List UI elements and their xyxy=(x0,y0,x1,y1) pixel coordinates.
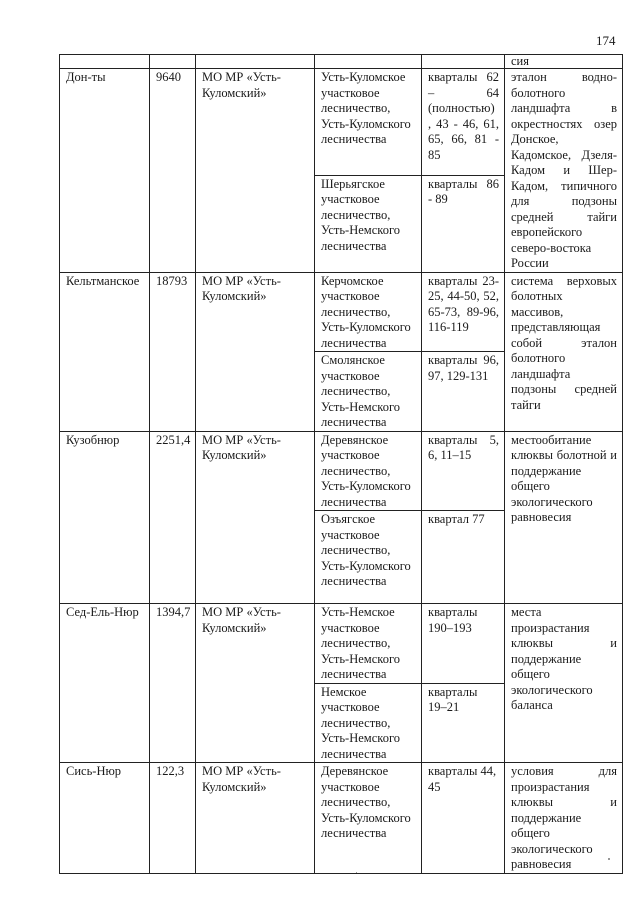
reserve-area: 2251,4 xyxy=(150,431,196,604)
forestry-unit: Шерьягское участковое лесничество, Усть-Немского лесничества xyxy=(315,175,422,272)
cont-cell-municipality xyxy=(196,55,315,69)
forestry-unit: Усть-Немское участковое лесничество, Усть-Немского лесничества xyxy=(315,604,422,684)
cont-cell-forestry xyxy=(315,55,422,69)
reserves-table xyxy=(59,54,623,874)
forestry-quarters: кварталы 96, 97, 129-131 xyxy=(422,352,505,432)
reserve-municipality: МО МР «Усть-Куломский» xyxy=(196,69,315,273)
forestry-unit: Деревянское участковое лесничество, Усть-Куломского лесничества xyxy=(315,431,422,511)
table-row xyxy=(60,763,623,874)
table-row xyxy=(60,431,623,511)
reserve-purpose: местообитание клюквы болотной и поддержание общего экологического равновесия xyxy=(505,431,623,604)
reserve-name: Кузобнюр xyxy=(60,431,150,604)
reserve-purpose: эталон водно-болотного ландшафта в окрестностях озер Донское, Кадомское, Дзеля-Кадом и Шер-Кадом, типичного для подзоны средней тайги европейского северо-востока России xyxy=(505,69,623,273)
reserve-municipality: МО МР «Усть-Куломский» xyxy=(196,763,315,874)
reserve-purpose: система верховых болотных массивов, представляющая собой эталон болотного ландшафта подзоны средней тайги xyxy=(505,272,623,431)
page-number: 174 xyxy=(596,33,616,48)
purpose-continuation: сия xyxy=(511,54,529,68)
reserve-municipality: МО МР «Усть-Куломский» xyxy=(196,604,315,763)
cont-cell-purpose xyxy=(505,55,623,69)
reserve-name: Дон-ты xyxy=(60,69,150,273)
reserve-area: 18793 xyxy=(150,272,196,431)
forestry-unit: Смолянское участковое лесничество, Усть-Немского лесничества xyxy=(315,352,422,432)
reserve-name: Сед-Ель-Нюр xyxy=(60,604,150,763)
scan-speck xyxy=(608,858,610,860)
forestry-unit: Немское участковое лесничество, Усть-Немского лесничества xyxy=(315,683,422,763)
reserve-municipality: МО МР «Усть-Куломский» xyxy=(196,431,315,604)
forestry-quarters: кварталы 23-25, 44-50, 52, 65-73, 89-96, 116-119 xyxy=(422,272,505,352)
reserve-area: 122,3 xyxy=(150,763,196,874)
forestry-quarters: квартал 77 xyxy=(422,511,505,604)
cont-cell-quarters xyxy=(422,55,505,69)
table-row xyxy=(60,69,623,176)
reserve-municipality: МО МР «Усть-Куломский» xyxy=(196,272,315,431)
forestry-unit: Деревянское участковое лесничество, Усть-Куломского лесничества xyxy=(315,763,422,874)
forestry-quarters: кварталы 44, 45 xyxy=(422,763,505,874)
forestry-quarters: кварталы 5, 6, 11–15 xyxy=(422,431,505,511)
reserve-purpose: условия для произрастания клюквы и поддержание общего экологического равновесия xyxy=(505,763,623,874)
forestry-quarters: кварталы 62 – 64 (полностью) , 43 - 46, 61, 65, 66, 81 - 85 xyxy=(422,69,505,176)
reserve-name: Кельтманское xyxy=(60,272,150,431)
table-row xyxy=(60,272,623,352)
forestry-unit: Керчомское участковое лесничество, Усть-Куломского лесничества xyxy=(315,272,422,352)
reserve-purpose: места произрастания клюквы и поддержание общего экологического баланса xyxy=(505,604,623,763)
forestry-unit: Усть-Куломское участковое лесничество, Усть-Куломского лесничества xyxy=(315,69,422,176)
reserve-area: 9640 xyxy=(150,69,196,273)
scan-speck xyxy=(356,872,357,873)
forestry-unit: Озъягское участковое лесничество, Усть-Куломского лесничества xyxy=(315,511,422,604)
table-row xyxy=(60,604,623,684)
forestry-quarters: кварталы 19–21 xyxy=(422,683,505,763)
reserve-name: Сись-Нюр xyxy=(60,763,150,874)
reserve-area: 1394,7 xyxy=(150,604,196,763)
cont-cell-area xyxy=(150,55,196,69)
forestry-quarters: кварталы 190–193 xyxy=(422,604,505,684)
cont-cell-name xyxy=(60,55,150,69)
forestry-quarters: кварталы 86 - 89 xyxy=(422,175,505,272)
continuation-row xyxy=(60,55,623,69)
